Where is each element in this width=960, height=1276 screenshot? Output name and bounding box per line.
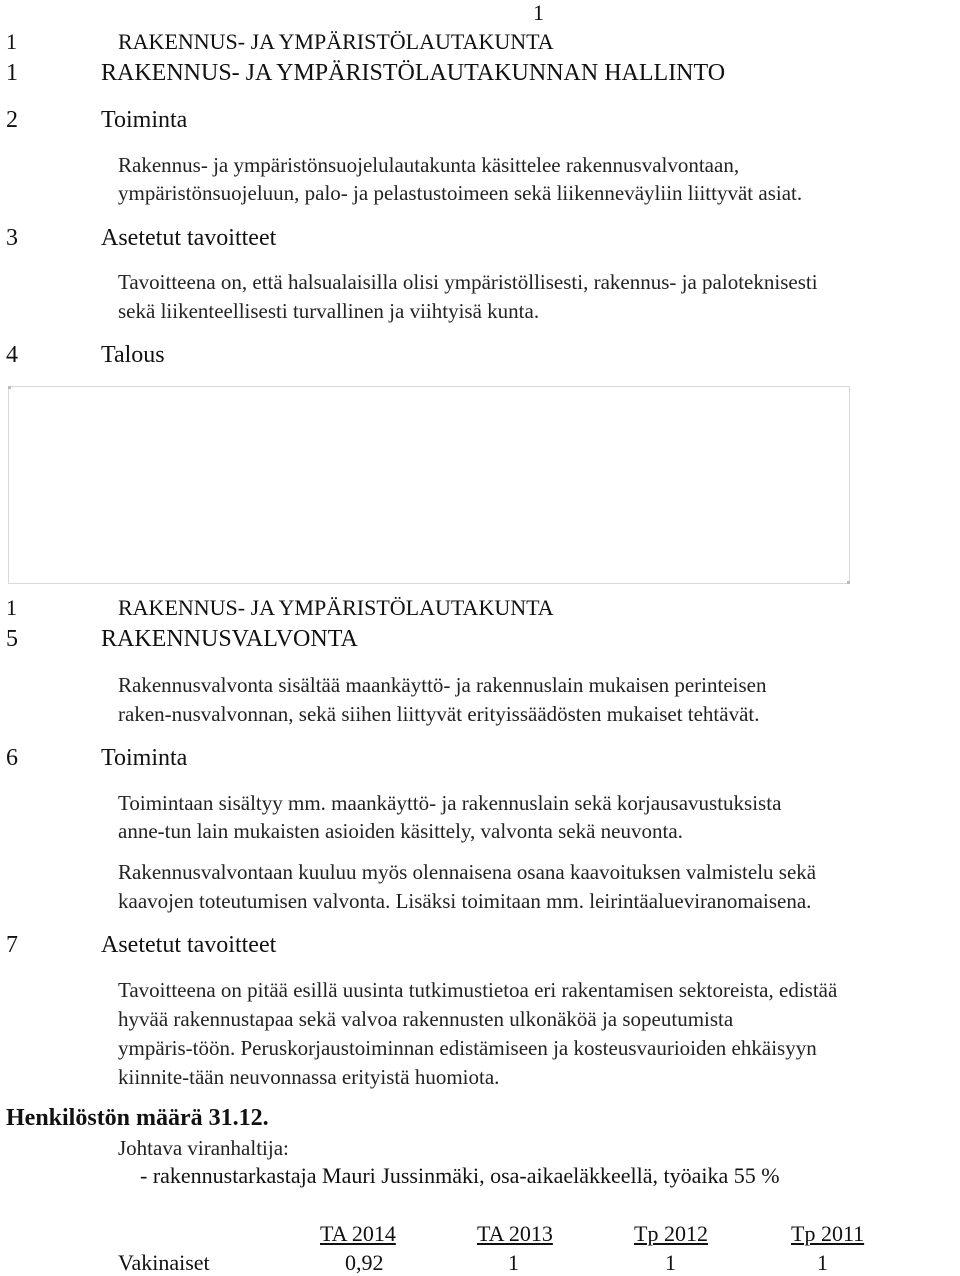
talous-heading: Talous xyxy=(101,342,165,368)
tavoitteet-heading: Asetetut tavoitteet xyxy=(101,225,277,251)
toiminta2-p2-line-1: Rakennusvalvontaan kuuluu myös olennaisena osana kaavoituksen valmistelu sekä xyxy=(118,860,817,884)
staff-col-tp2012: Tp 2012 xyxy=(634,1221,708,1246)
staff-lead-label: Johtava viranhaltija: xyxy=(118,1136,289,1160)
staff-cell: 1 xyxy=(665,1250,676,1275)
toiminta2-p2-line-2: kaavojen toteutumisen valvonta. Lisäksi toimitaan mm. leirintäalueviranomaisena. xyxy=(118,889,812,913)
tavoitteet-heading-number: 3 xyxy=(6,225,18,251)
talous-figure-frame xyxy=(8,386,850,584)
tavoitteet2-heading: Asetetut tavoitteet xyxy=(101,932,277,958)
section2-sub-number: 5 xyxy=(6,626,18,652)
staff-cell: 0,92 xyxy=(345,1250,384,1275)
talous-heading-number: 4 xyxy=(6,342,18,368)
toiminta-heading: Toiminta xyxy=(101,107,188,133)
staff-heading: Henkilöstön määrä 31.12. xyxy=(6,1105,269,1131)
staff-lead-line: - rakennustarkastaja Mauri Jussinmäki, osa-aikaeläkkeellä, työaika 55 % xyxy=(140,1163,780,1188)
page-number: 1 xyxy=(533,0,544,25)
toiminta2-heading-number: 6 xyxy=(6,745,18,771)
staff-cell: 1 xyxy=(817,1250,828,1275)
section2-title: RAKENNUS- JA YMPÄRISTÖLAUTAKUNTA xyxy=(118,595,554,620)
staff-row-label: Vakinaiset xyxy=(118,1250,210,1275)
staff-col-ta2014: TA 2014 xyxy=(320,1221,396,1246)
tavoitteet2-line-4: kiinnite-tään neuvonnassa erityistä huomiota. xyxy=(118,1065,500,1089)
toiminta2-p1-line-2: anne-tun lain mukaisten asioiden käsittely, valvonta sekä neuvonta. xyxy=(118,819,683,843)
staff-col-ta2013: TA 2013 xyxy=(477,1221,553,1246)
section1-number: 1 xyxy=(6,29,17,54)
toiminta2-p1-line-1: Toimintaan sisältyy mm. maankäyttö- ja rakennuslain sekä korjausavustuksista xyxy=(118,791,782,815)
staff-cell: 1 xyxy=(508,1250,519,1275)
tavoitteet2-line-2: hyvää rakennustapaa sekä valvoa rakennusten ulkonäköä ja sopeutumista xyxy=(118,1007,734,1031)
toiminta-text-line-1: Rakennus- ja ympäristönsuojelulautakunta käsittelee rakennusvalvontaan, xyxy=(118,153,740,177)
tavoitteet2-line-3: ympäris-töön. Peruskorjaustoiminnan edistämiseen ja kosteusvaurioiden ehkäisyyn xyxy=(118,1036,817,1060)
toiminta-text-line-2: ympäristönsuojeluun, palo- ja pelastustoimeen sekä liikenneväyliin liittyvät asiat. xyxy=(118,181,803,205)
rakennusvalvonta-intro-line-1: Rakennusvalvonta sisältää maankäyttö- ja rakennuslain mukaisen perinteisen xyxy=(118,673,767,697)
tavoitteet2-heading-number: 7 xyxy=(6,932,18,958)
section1-sub-title: RAKENNUS- JA YMPÄRISTÖLAUTAKUNNAN HALLINTO xyxy=(101,60,726,86)
staff-col-tp2011: Tp 2011 xyxy=(791,1221,865,1246)
tavoitteet2-line-1: Tavoitteena on pitää esillä uusinta tutkimustietoa eri rakentamisen sektoreista, edistää xyxy=(118,978,838,1002)
tavoitteet-text-line-1: Tavoitteena on, että halsualaisilla olisi ympäristöllisesti, rakennus- ja paloteknisesti xyxy=(118,270,818,294)
section1-title: RAKENNUS- JA YMPÄRISTÖLAUTAKUNTA xyxy=(118,29,554,54)
section2-sub-title: RAKENNUSVALVONTA xyxy=(101,626,358,652)
rakennusvalvonta-intro-line-2: raken-nusvalvonnan, sekä siihen liittyvät erityissäädösten mukaiset tehtävät. xyxy=(118,702,760,726)
toiminta2-heading: Toiminta xyxy=(101,745,188,771)
tavoitteet-text-line-2: sekä liikenteellisesti turvallinen ja viihtyisä kunta. xyxy=(118,299,540,323)
section2-number: 1 xyxy=(6,595,17,620)
section1-sub-number: 1 xyxy=(6,60,18,86)
toiminta-heading-number: 2 xyxy=(6,107,18,133)
